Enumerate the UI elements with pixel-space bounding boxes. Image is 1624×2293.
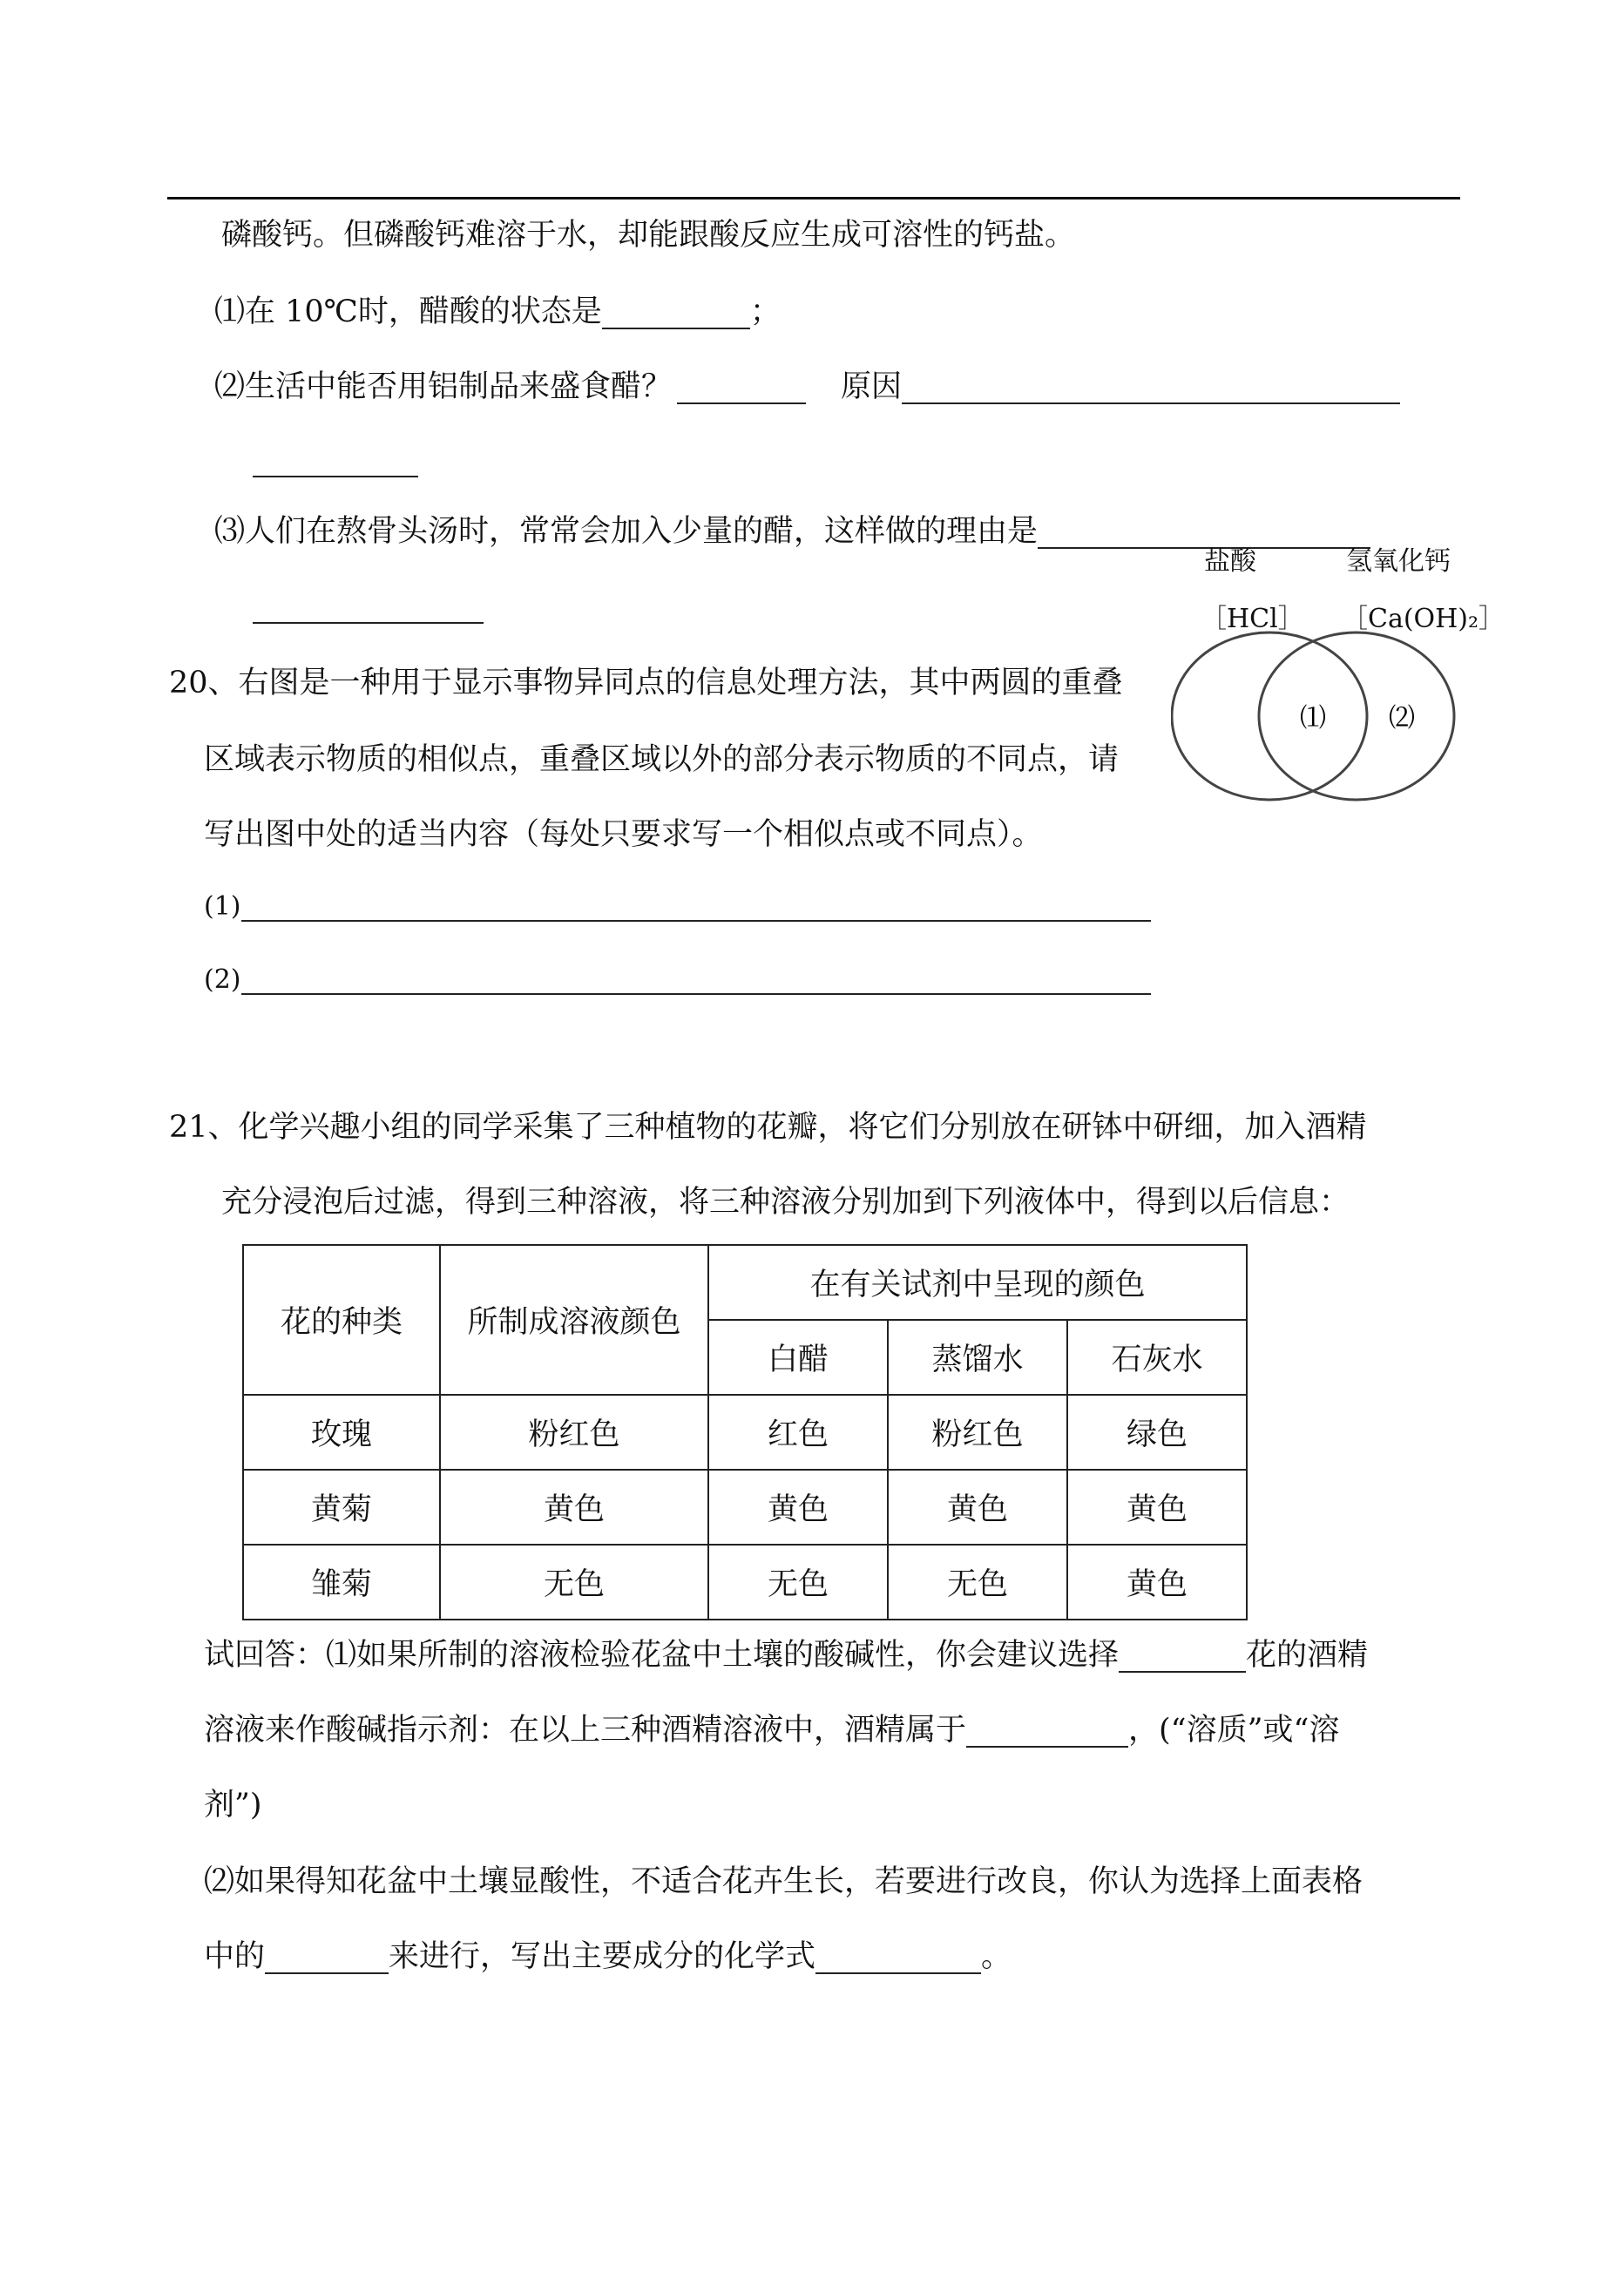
table-cell: 玫瑰 [243,1395,440,1470]
q19-part1-text: ⑴在 10℃时，醋酸的状态是 [214,294,602,329]
table-cell: 黄色 [1067,1470,1247,1545]
header-reagent-color: 在有关试剂中呈现的颜色 [708,1245,1247,1320]
q20-line3: 写出图中处的适当内容（每处只要求写一个相似点或不同点）。 [204,817,1043,852]
table-cell: 雏菊 [243,1545,440,1620]
header-rule [167,197,1460,200]
q21-answer1-line2-text: 溶液来作酸碱指示剂：在以上三种酒精溶液中，酒精属于 [204,1713,967,1748]
q20-answer1 [204,892,1151,922]
answer-blank[interactable] [241,967,1151,995]
table-cell: 粉红色 [440,1395,708,1470]
intro-line: 磷酸钙。但磷酸钙难溶于水，却能跟酸反应生成可溶性的钙盐。 [221,218,1076,253]
venn-diagram [1171,631,1458,805]
venn-left-formula: ［HCl］ [1201,604,1304,634]
table-cell: 绿色 [1067,1395,1247,1470]
q19-part2-reason: 原因 [841,369,903,404]
venn-right-formula: ［Ca(OH)₂］ [1342,604,1506,634]
q20-answer1-label: (1) [204,891,241,922]
q21-answer2-start: 中的 [204,1939,266,1974]
q21-answer1-end: 花的酒精 [1246,1638,1369,1673]
venn-region2-label: ⑵ [1389,703,1415,734]
q21-answer2-line1: ⑵如果得知花盆中土壤显酸性，不适合花卉生长，若要进行改良，你认为选择上面表格 [204,1864,1363,1899]
table-cell: 无色 [708,1545,888,1620]
header-solution-color: 所制成溶液颜色 [440,1245,708,1395]
header-vinegar: 白醋 [708,1320,888,1395]
answer-blank[interactable] [265,1943,389,1974]
answer-blank[interactable] [1038,517,1370,549]
q21-answer1-text: 试回答：⑴如果所制的溶液检验花盆中土壤的酸碱性，你会建议选择 [204,1638,1120,1673]
table-cell: 黄菊 [243,1470,440,1545]
answer-blank[interactable] [602,298,750,329]
q21-line2: 充分浸泡后过滤，得到三种溶液，将三种溶液分别加到下列液体中，得到以后信息： [221,1185,1350,1220]
table-row [243,1470,1247,1545]
venn-left-circle [1172,632,1367,800]
flower-color-table [242,1244,1248,1620]
table-cell: 无色 [440,1545,708,1620]
table-cell: 粉红色 [888,1395,1067,1470]
table-header-row [243,1245,1247,1320]
q21-answer1-line1 [204,1638,1368,1673]
answer-blank[interactable] [1119,1641,1246,1673]
q20-answer2 [204,965,1151,995]
answer-blank[interactable] [966,1716,1128,1748]
table-row [243,1545,1247,1620]
table-cell: 黄色 [1067,1545,1247,1620]
q21-answer2-end: 。 [981,1939,1012,1974]
header-limewater: 石灰水 [1067,1320,1247,1395]
q20-line2: 区域表示物质的相似点，重叠区域以外的部分表示物质的不同点，请 [204,742,1120,777]
table-cell: 黄色 [888,1470,1067,1545]
q19-part3-text: ⑶人们在熬骨头汤时，常常会加入少量的醋，这样做的理由是 [214,514,1039,549]
venn-right-circle [1259,632,1454,800]
venn-right-name: 氢氧化钙 [1346,546,1451,577]
q21-answer1-line2-end: ，(“溶质”或“溶 [1128,1713,1340,1748]
table-cell: 红色 [708,1395,888,1470]
q21-line1: 21、化学兴趣小组的同学采集了三种植物的花瓣，将它们分别放在研钵中研细，加入酒精 [169,1110,1367,1145]
q20-line1: 20、右图是一种用于显示事物异同点的信息处理方法，其中两圆的重叠 [169,666,1123,700]
answer-blank[interactable] [815,1943,981,1974]
header-flower-type: 花的种类 [243,1245,440,1395]
answer-blank[interactable] [253,592,484,624]
q19-part2 [214,369,1400,404]
q19-part1 [214,294,781,329]
answer-blank[interactable] [241,894,1151,922]
q20-answer2-label: (2) [204,964,241,995]
q21-answer1-line2 [204,1713,1339,1748]
table-row [243,1395,1247,1470]
q19-part1-end: ； [749,294,781,329]
table-cell: 无色 [888,1545,1067,1620]
header-distilled-water: 蒸馏水 [888,1320,1067,1395]
table-cell: 黄色 [708,1470,888,1545]
q21-answer1-line3: 剂”) [204,1788,262,1823]
q21-answer2-line2 [204,1939,1012,1974]
table-cell: 黄色 [440,1470,708,1545]
q19-part2-text: ⑵生活中能否用铝制品来盛食醋？ [214,369,673,404]
q19-part3 [214,514,1370,549]
answer-blank[interactable] [677,373,806,404]
answer-blank[interactable] [253,446,418,477]
venn-region1-label: ⑴ [1300,703,1326,734]
venn-left-name: 盐酸 [1204,546,1256,577]
answer-blank[interactable] [902,373,1400,404]
q21-answer2-mid: 来进行，写出主要成分的化学式 [389,1939,816,1974]
